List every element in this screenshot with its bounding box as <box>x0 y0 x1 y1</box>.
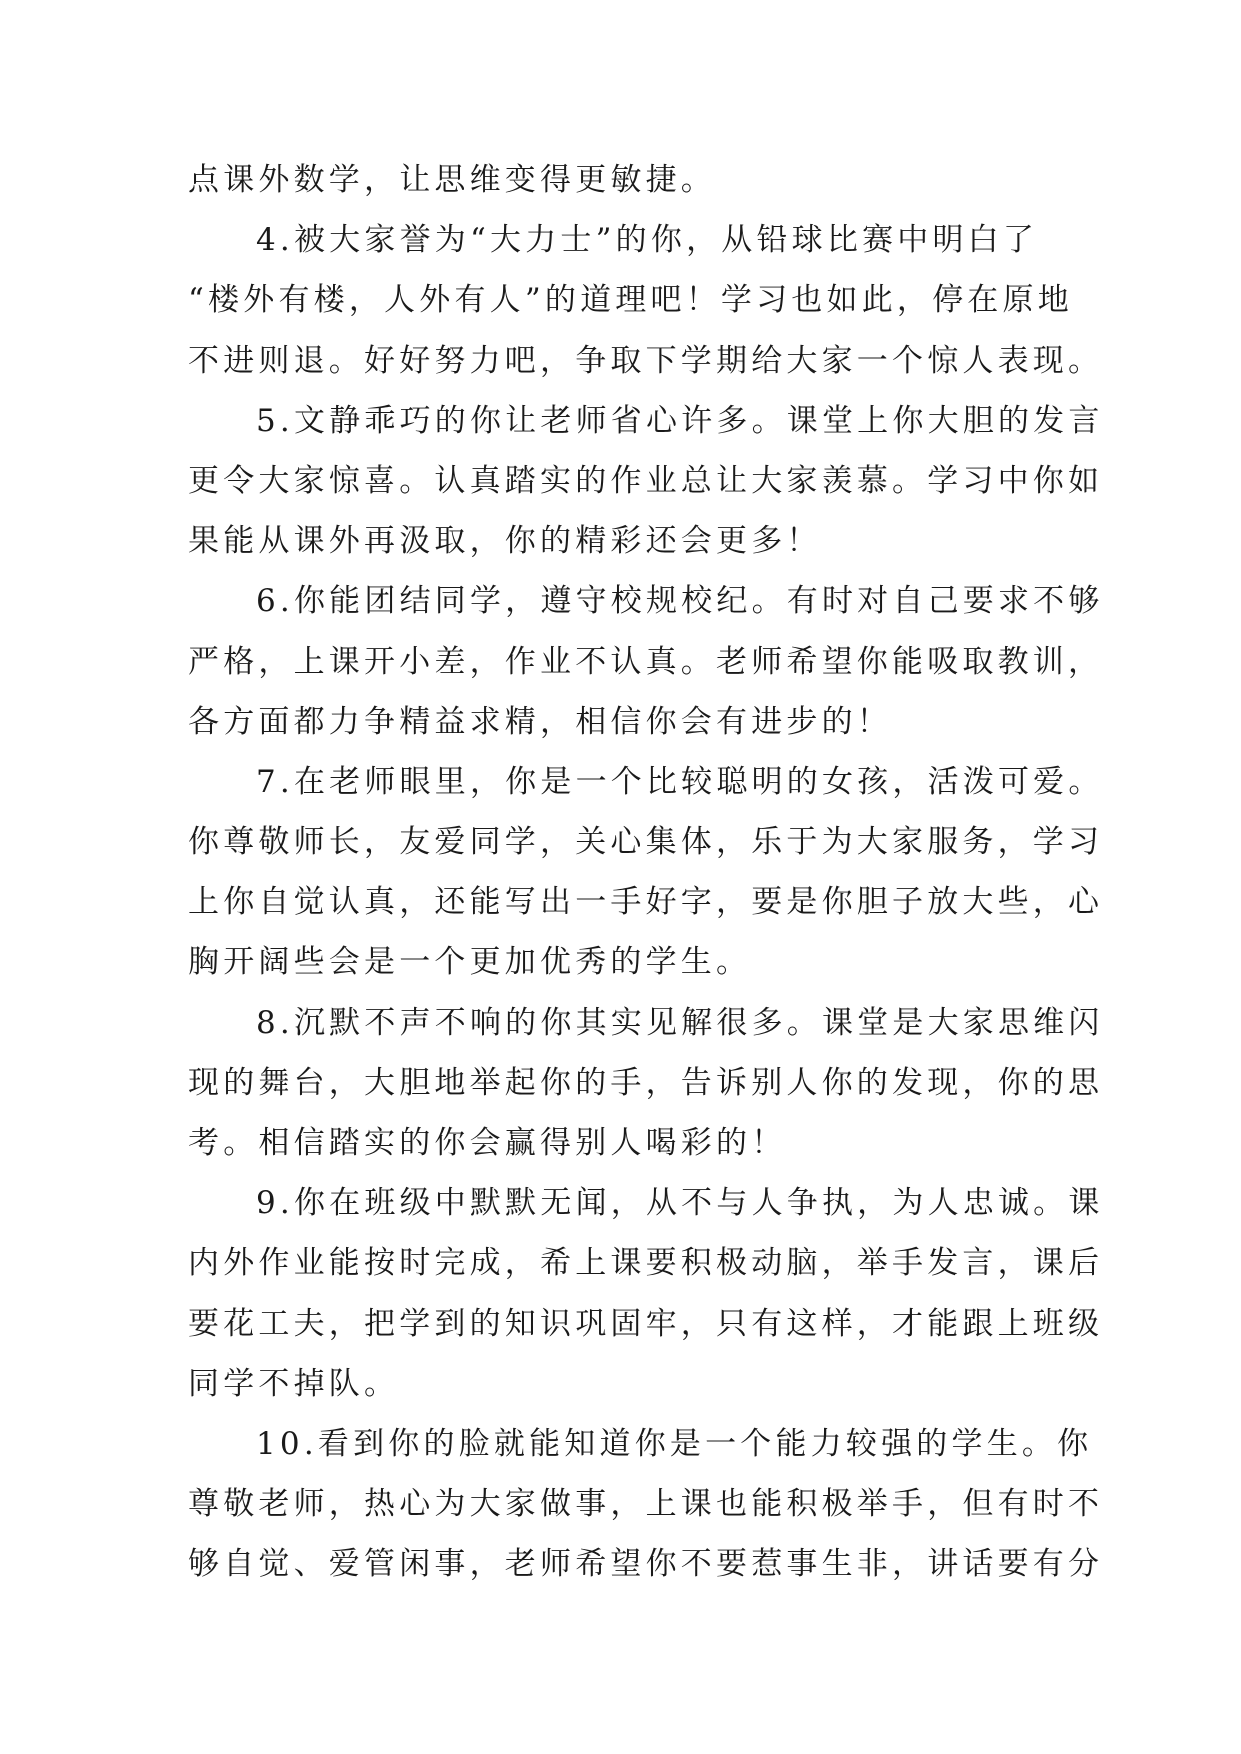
text-line: 胸开阔些会是一个更加优秀的学生。 <box>188 944 752 981</box>
paragraph-4-start: 4.被大家誉为“大力士”的你，从铅球比赛中明白了 <box>256 222 1039 259</box>
text-line: 够自觉、爱管闲事，老师希望你不要惹事生非，讲话要有分 <box>188 1546 1104 1583</box>
text-line: 点课外数学，让思维变得更敏捷。 <box>188 162 716 198</box>
text-line: 要花工夫，把学到的知识巩固牢，只有这样，才能跟上班级 <box>188 1305 1104 1342</box>
text-line: 更令大家惊喜。认真踏实的作业总让大家羡慕。学习中你如 <box>188 462 1104 499</box>
text-line: 你尊敬师长，友爱同学，关心集体，乐于为大家服务，学习 <box>188 824 1104 861</box>
paragraph-10-start: 10.看到你的脸就能知道你是一个能力较强的学生。你 <box>256 1425 1093 1462</box>
paragraph-6-start: 6.你能团结同学，遵守校规校纪。有时对自己要求不够 <box>256 583 1104 620</box>
text-line: 考。相信踏实的你会赢得别人喝彩的！ <box>188 1125 787 1161</box>
text-line: 上你自觉认真，还能写出一手好字，要是你胆子放大些，心 <box>188 884 1104 921</box>
text-line: 果能从课外再汲取，你的精彩还会更多！ <box>188 523 822 560</box>
paragraph-8-start: 8.沉默不声不响的你其实见解很多。课堂是大家思维闪 <box>256 1004 1104 1041</box>
text-line: 尊敬老师，热心为大家做事，上课也能积极举手，但有时不 <box>188 1486 1104 1523</box>
text-line: 不进则退。好好努力吧，争取下学期给大家一个惊人表现。 <box>188 342 1104 379</box>
paragraph-9-start: 9.你在班级中默默无闻，从不与人争执，为人忠诚。课 <box>256 1185 1104 1222</box>
text-line: 严格，上课开小差，作业不认真。老师希望你能吸取教训， <box>188 643 1104 680</box>
document-body <box>188 150 1104 1595</box>
text-line: 内外作业能按时完成，希上课要积极动脑，举手发言，课后 <box>188 1245 1104 1282</box>
paragraph-7-start: 7.在老师眼里，你是一个比较聪明的女孩，活泼可爱。 <box>256 763 1104 800</box>
text-line: 现的舞台，大胆地举起你的手，告诉别人你的发现，你的思 <box>188 1064 1104 1101</box>
paragraph-5-start: 5.文静乖巧的你让老师省心许多。课堂上你大胆的发言 <box>256 402 1104 439</box>
text-line: “楼外有楼，人外有人”的道理吧！学习也如此，停在原地 <box>188 282 1073 319</box>
text-line: 同学不掉队。 <box>188 1365 400 1402</box>
text-line: 各方面都力争精益求精，相信你会有进步的！ <box>188 703 892 740</box>
